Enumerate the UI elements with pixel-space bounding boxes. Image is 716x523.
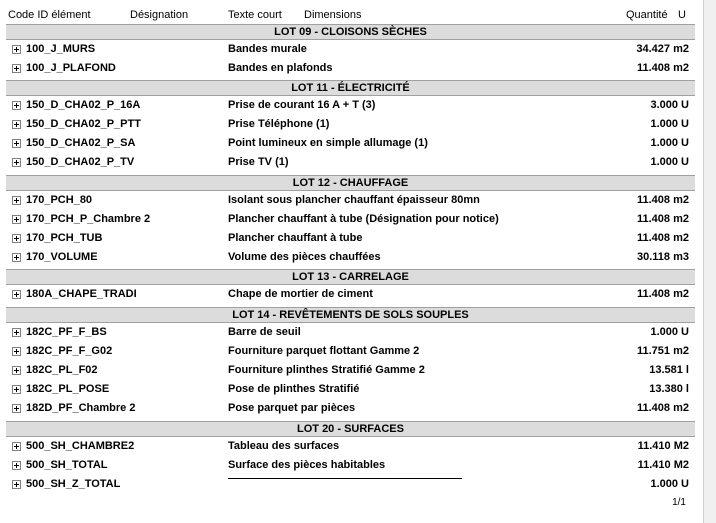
element-description: Bandes murale bbox=[228, 43, 307, 55]
element-description: Plancher chauffant à tube (Désignation pour notice) bbox=[228, 213, 499, 225]
header-quantite: Quantité bbox=[626, 9, 668, 21]
header-designation: Désignation bbox=[130, 9, 189, 21]
lot-header: LOT 09 - CLOISONS SÈCHES bbox=[6, 24, 695, 40]
table-row[interactable] bbox=[0, 211, 703, 229]
element-quantity: 1.000 U bbox=[650, 326, 689, 338]
element-description: Tableau des surfaces bbox=[228, 440, 340, 452]
element-code: 150_D_CHA02_P_16A bbox=[26, 99, 141, 111]
column-header bbox=[0, 9, 703, 23]
element-code: 500_SH_CHAMBRE2 bbox=[26, 440, 135, 452]
empty-text-underline bbox=[228, 478, 462, 479]
expand-plus-icon[interactable] bbox=[12, 234, 21, 243]
element-code: 180A_CHAPE_TRADI bbox=[26, 288, 137, 300]
header-code-id: Code ID élément bbox=[8, 9, 91, 21]
element-description: Plancher chauffant à tube bbox=[228, 232, 363, 244]
element-description: Pose de plinthes Stratifié bbox=[228, 383, 360, 395]
lot-header: LOT 11 - ÉLECTRICITÉ bbox=[6, 80, 695, 96]
element-code: 500_SH_Z_TOTAL bbox=[26, 478, 121, 490]
element-description: Fourniture plinthes Stratifié Gamme 2 bbox=[228, 364, 425, 376]
expand-plus-icon[interactable] bbox=[12, 158, 21, 167]
element-code: 500_SH_TOTAL bbox=[26, 459, 108, 471]
expand-plus-icon[interactable] bbox=[12, 45, 21, 54]
expand-plus-icon[interactable] bbox=[12, 442, 21, 451]
table-row[interactable] bbox=[0, 438, 703, 456]
element-quantity: 11.408 m2 bbox=[637, 402, 689, 414]
element-code: 182C_PL_POSE bbox=[26, 383, 110, 395]
table-row[interactable] bbox=[0, 343, 703, 361]
expand-plus-icon[interactable] bbox=[12, 253, 21, 262]
table-row[interactable] bbox=[0, 116, 703, 134]
element-quantity: 11.408 m2 bbox=[637, 62, 689, 74]
expand-plus-icon[interactable] bbox=[12, 347, 21, 356]
element-code: 170_PCH_P_Chambre 2 bbox=[26, 213, 151, 225]
table-row[interactable] bbox=[0, 324, 703, 342]
element-description: Prise TV (1) bbox=[228, 156, 289, 168]
element-quantity: 11.410 M2 bbox=[637, 459, 689, 471]
element-description: Barre de seuil bbox=[228, 326, 301, 338]
table-row[interactable] bbox=[0, 230, 703, 248]
expand-plus-icon[interactable] bbox=[12, 290, 21, 299]
element-code: 100_J_MURS bbox=[26, 43, 96, 55]
element-quantity: 11.408 m2 bbox=[637, 232, 689, 244]
element-description: Volume des pièces chauffées bbox=[228, 251, 381, 263]
element-code: 170_PCH_TUB bbox=[26, 232, 103, 244]
expand-plus-icon[interactable] bbox=[12, 366, 21, 375]
header-dimensions: Dimensions bbox=[304, 9, 362, 21]
element-description: Fourniture parquet flottant Gamme 2 bbox=[228, 345, 420, 357]
element-code: 170_PCH_80 bbox=[26, 194, 93, 206]
table-row[interactable] bbox=[0, 400, 703, 418]
table-row[interactable] bbox=[0, 249, 703, 267]
expand-plus-icon[interactable] bbox=[12, 139, 21, 148]
expand-plus-icon[interactable] bbox=[12, 120, 21, 129]
lot-header: LOT 20 - SURFACES bbox=[6, 421, 695, 437]
lot-header: LOT 13 - CARRELAGE bbox=[6, 269, 695, 285]
element-description: Chape de mortier de ciment bbox=[228, 288, 373, 300]
element-code: 182C_PF_F_BS bbox=[26, 326, 107, 338]
element-code: 182C_PL_F02 bbox=[26, 364, 98, 376]
table-row[interactable] bbox=[0, 457, 703, 475]
element-code: 150_D_CHA02_P_TV bbox=[26, 156, 135, 168]
element-code: 182C_PF_F_G02 bbox=[26, 345, 113, 357]
table-row[interactable] bbox=[0, 154, 703, 172]
expand-plus-icon[interactable] bbox=[12, 101, 21, 110]
element-code: 100_J_PLAFOND bbox=[26, 62, 116, 74]
element-quantity: 3.000 U bbox=[650, 99, 689, 111]
element-description: Surface des pièces habitables bbox=[228, 459, 386, 471]
element-description: Prise Téléphone (1) bbox=[228, 118, 330, 130]
table-row[interactable] bbox=[0, 135, 703, 153]
element-description: Bandes en plafonds bbox=[228, 62, 333, 74]
element-quantity: 11.410 M2 bbox=[637, 440, 689, 452]
table-row[interactable] bbox=[0, 362, 703, 380]
element-quantity: 1.000 U bbox=[650, 478, 689, 490]
element-quantity: 13.380 l bbox=[649, 383, 689, 395]
element-description: Point lumineux en simple allumage (1) bbox=[228, 137, 428, 149]
element-quantity: 13.581 l bbox=[649, 364, 689, 376]
header-unite: U bbox=[678, 9, 686, 21]
element-quantity: 1.000 U bbox=[650, 156, 689, 168]
header-texte-court: Texte court bbox=[228, 9, 282, 21]
expand-plus-icon[interactable] bbox=[12, 404, 21, 413]
side-panel-edge bbox=[703, 0, 716, 523]
element-code: 150_D_CHA02_P_SA bbox=[26, 137, 136, 149]
lot-header: LOT 14 - REVÊTEMENTS DE SOLS SOUPLES bbox=[6, 307, 695, 323]
table-row[interactable] bbox=[0, 97, 703, 115]
element-quantity: 34.427 m2 bbox=[636, 43, 689, 55]
lot-header: LOT 12 - CHAUFFAGE bbox=[6, 175, 695, 191]
expand-plus-icon[interactable] bbox=[12, 64, 21, 73]
table-row[interactable] bbox=[0, 60, 703, 78]
table-row[interactable] bbox=[0, 41, 703, 59]
element-description: Prise de courant 16 A + T (3) bbox=[228, 99, 376, 111]
element-quantity: 11.408 m2 bbox=[637, 213, 689, 225]
table-row[interactable] bbox=[0, 192, 703, 210]
element-description: Isolant sous plancher chauffant épaisseur 80mn bbox=[228, 194, 480, 206]
element-quantity: 1.000 U bbox=[650, 137, 689, 149]
element-description: Pose parquet par pièces bbox=[228, 402, 356, 414]
element-code: 170_VOLUME bbox=[26, 251, 98, 263]
element-quantity: 1.000 U bbox=[650, 118, 689, 130]
element-quantity: 11.408 m2 bbox=[637, 288, 689, 300]
element-code: 182D_PF_Chambre 2 bbox=[26, 402, 136, 414]
page-number: 1/1 bbox=[672, 497, 686, 508]
element-quantity: 11.408 m2 bbox=[637, 194, 689, 206]
expand-plus-icon[interactable] bbox=[12, 385, 21, 394]
expand-plus-icon[interactable] bbox=[12, 328, 21, 337]
table-row[interactable] bbox=[0, 381, 703, 399]
element-quantity: 30.118 m3 bbox=[637, 251, 689, 263]
table-row[interactable] bbox=[0, 286, 703, 304]
element-code: 150_D_CHA02_P_PTT bbox=[26, 118, 141, 130]
expand-plus-icon[interactable] bbox=[12, 196, 21, 205]
expand-plus-icon[interactable] bbox=[12, 215, 21, 224]
expand-plus-icon[interactable] bbox=[12, 480, 21, 489]
expand-plus-icon[interactable] bbox=[12, 461, 21, 470]
element-quantity: 11.751 m2 bbox=[637, 345, 689, 357]
